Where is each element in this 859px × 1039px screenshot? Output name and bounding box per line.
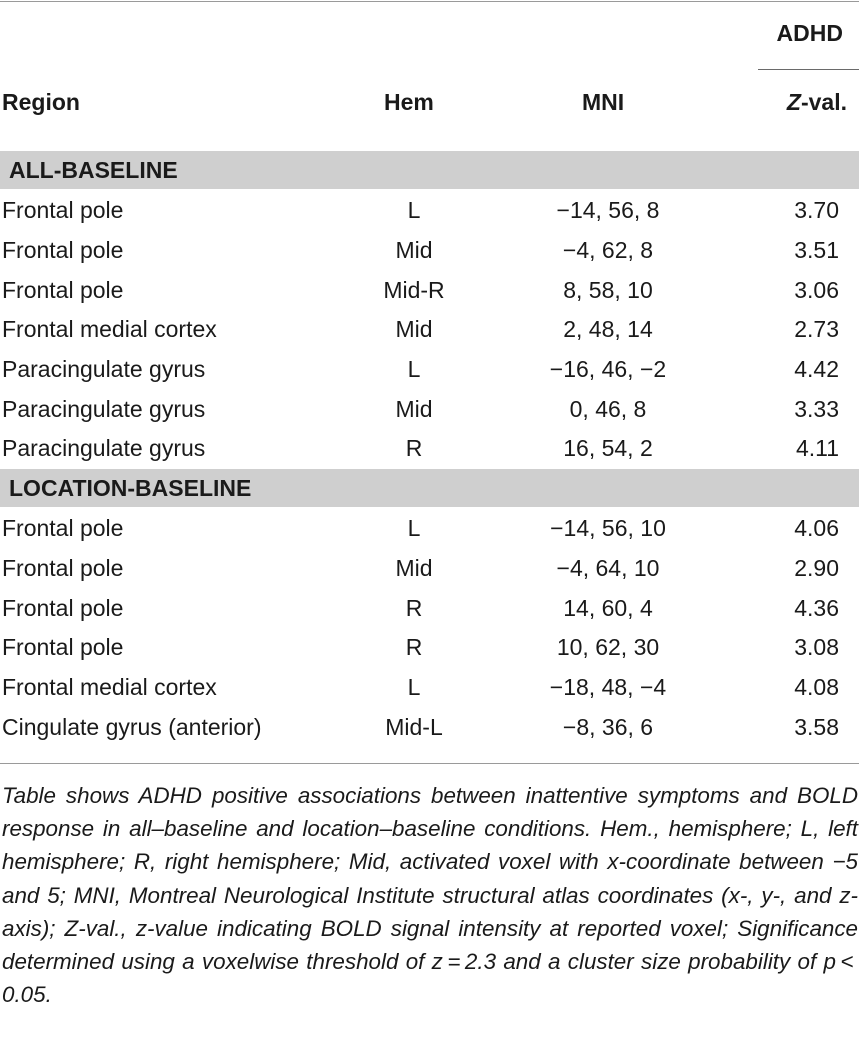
- z-rest-label: -val.: [800, 89, 847, 115]
- cell-mni: 10, 62, 30: [556, 634, 660, 660]
- cell-z-val: 4.11: [795, 435, 839, 461]
- cell-z-val: 2.73: [794, 316, 839, 342]
- cell-hem: L: [407, 515, 421, 541]
- cell-hem: L: [407, 197, 421, 223]
- cell-mni: −8, 36, 6: [562, 714, 654, 740]
- cell-mni: −16, 46, −2: [549, 356, 667, 382]
- cell-z-val: 3.70: [794, 197, 839, 223]
- section-title: LOCATION-BASELINE: [9, 475, 252, 501]
- cell-z-val: 3.51: [794, 237, 839, 263]
- cell-hem: R: [405, 435, 423, 461]
- cell-hem: R: [405, 595, 423, 621]
- section-header-all-baseline: [0, 151, 859, 189]
- bottom-rule: [0, 763, 859, 764]
- cell-hem: Mid: [395, 237, 433, 263]
- cell-mni: −4, 64, 10: [556, 555, 660, 581]
- cell-z-val: 4.06: [794, 515, 839, 541]
- cell-mni: −14, 56, 10: [550, 515, 666, 541]
- group-header-adhd: ADHD: [776, 20, 843, 46]
- table-row: [0, 349, 859, 389]
- column-header-region: Region: [2, 89, 80, 115]
- table-row: [0, 309, 859, 349]
- section-title: ALL-BASELINE: [9, 157, 178, 183]
- cell-region: Frontal pole: [2, 197, 124, 223]
- cell-hem: R: [405, 634, 423, 660]
- table-row: [0, 230, 859, 270]
- column-header-mni: MNI: [582, 89, 625, 115]
- table-row: [0, 270, 859, 310]
- cell-hem: L: [407, 674, 421, 700]
- cell-region: Paracingulate gyrus: [2, 356, 206, 382]
- cell-mni: 16, 54, 2: [563, 435, 653, 461]
- cell-mni: 14, 60, 4: [563, 595, 653, 621]
- cell-z-val: 3.06: [794, 277, 839, 303]
- cell-hem: Mid: [395, 396, 433, 422]
- cell-mni: −4, 62, 8: [562, 237, 654, 263]
- table-row: [0, 508, 859, 548]
- cell-region: Frontal pole: [2, 237, 124, 263]
- cell-z-val: 4.36: [794, 595, 839, 621]
- table-row: [0, 190, 859, 230]
- table-row: [0, 667, 859, 707]
- column-header-hem: Hem: [384, 89, 434, 115]
- z-italic-label: Z: [786, 89, 801, 115]
- cell-mni: 2, 48, 14: [563, 316, 653, 342]
- cell-region: Frontal pole: [2, 595, 124, 621]
- table-row: [0, 428, 859, 468]
- cell-region: Frontal pole: [2, 634, 124, 660]
- table-row: [0, 588, 859, 628]
- cell-region: Paracingulate gyrus: [2, 435, 206, 461]
- cell-z-val: 4.42: [794, 356, 839, 382]
- cell-mni: −14, 56, 8: [556, 197, 660, 223]
- cell-z-val: 4.08: [794, 674, 839, 700]
- section-header-location-baseline: [0, 469, 859, 507]
- cell-hem: Mid-L: [385, 714, 443, 740]
- cell-region: Cingulate gyrus (anterior): [2, 714, 262, 740]
- table-row: [0, 627, 859, 667]
- cell-hem: Mid-R: [383, 277, 445, 303]
- column-header-z-val: [787, 88, 847, 116]
- group-header-rule: [758, 69, 859, 70]
- cell-region: Frontal medial cortex: [2, 674, 217, 700]
- cell-hem: Mid: [395, 316, 433, 342]
- table-row: [0, 707, 859, 747]
- cell-z-val: 3.33: [794, 396, 839, 422]
- cell-z-val: 3.08: [794, 634, 839, 660]
- top-rule: [0, 1, 859, 2]
- cell-hem: Mid: [395, 555, 433, 581]
- cell-z-val: 2.90: [794, 555, 839, 581]
- cell-mni: −18, 48, −4: [549, 674, 667, 700]
- table-caption: Table shows ADHD positive associations between inattentive symptoms and BOLD response in all–baseline and location–baseline conditions. Hem., hemisphere; L, left hemisphere; R, right hemisphere; Mid, activated voxel with x-coordinate between −5 and 5; MNI, Montreal Neurological Institute structural atlas coordinates (x-, y-, and z-axis); Z-val., z-value indicating BOLD signal intensity at reported voxel; Significance determined using a voxelwise threshold of z = 2.3 and a cluster size probability of p < 0.05.: [2, 783, 858, 1008]
- cell-region: Frontal pole: [2, 555, 124, 581]
- cell-mni: 8, 58, 10: [563, 277, 653, 303]
- cell-z-val: 3.58: [794, 714, 839, 740]
- cell-region: Frontal pole: [2, 277, 124, 303]
- cell-region: Frontal medial cortex: [2, 316, 217, 342]
- cell-region: Paracingulate gyrus: [2, 396, 206, 422]
- table-row: [0, 389, 859, 429]
- table-row: [0, 548, 859, 588]
- cell-region: Frontal pole: [2, 515, 124, 541]
- cell-hem: L: [407, 356, 421, 382]
- cell-mni: 0, 46, 8: [569, 396, 647, 422]
